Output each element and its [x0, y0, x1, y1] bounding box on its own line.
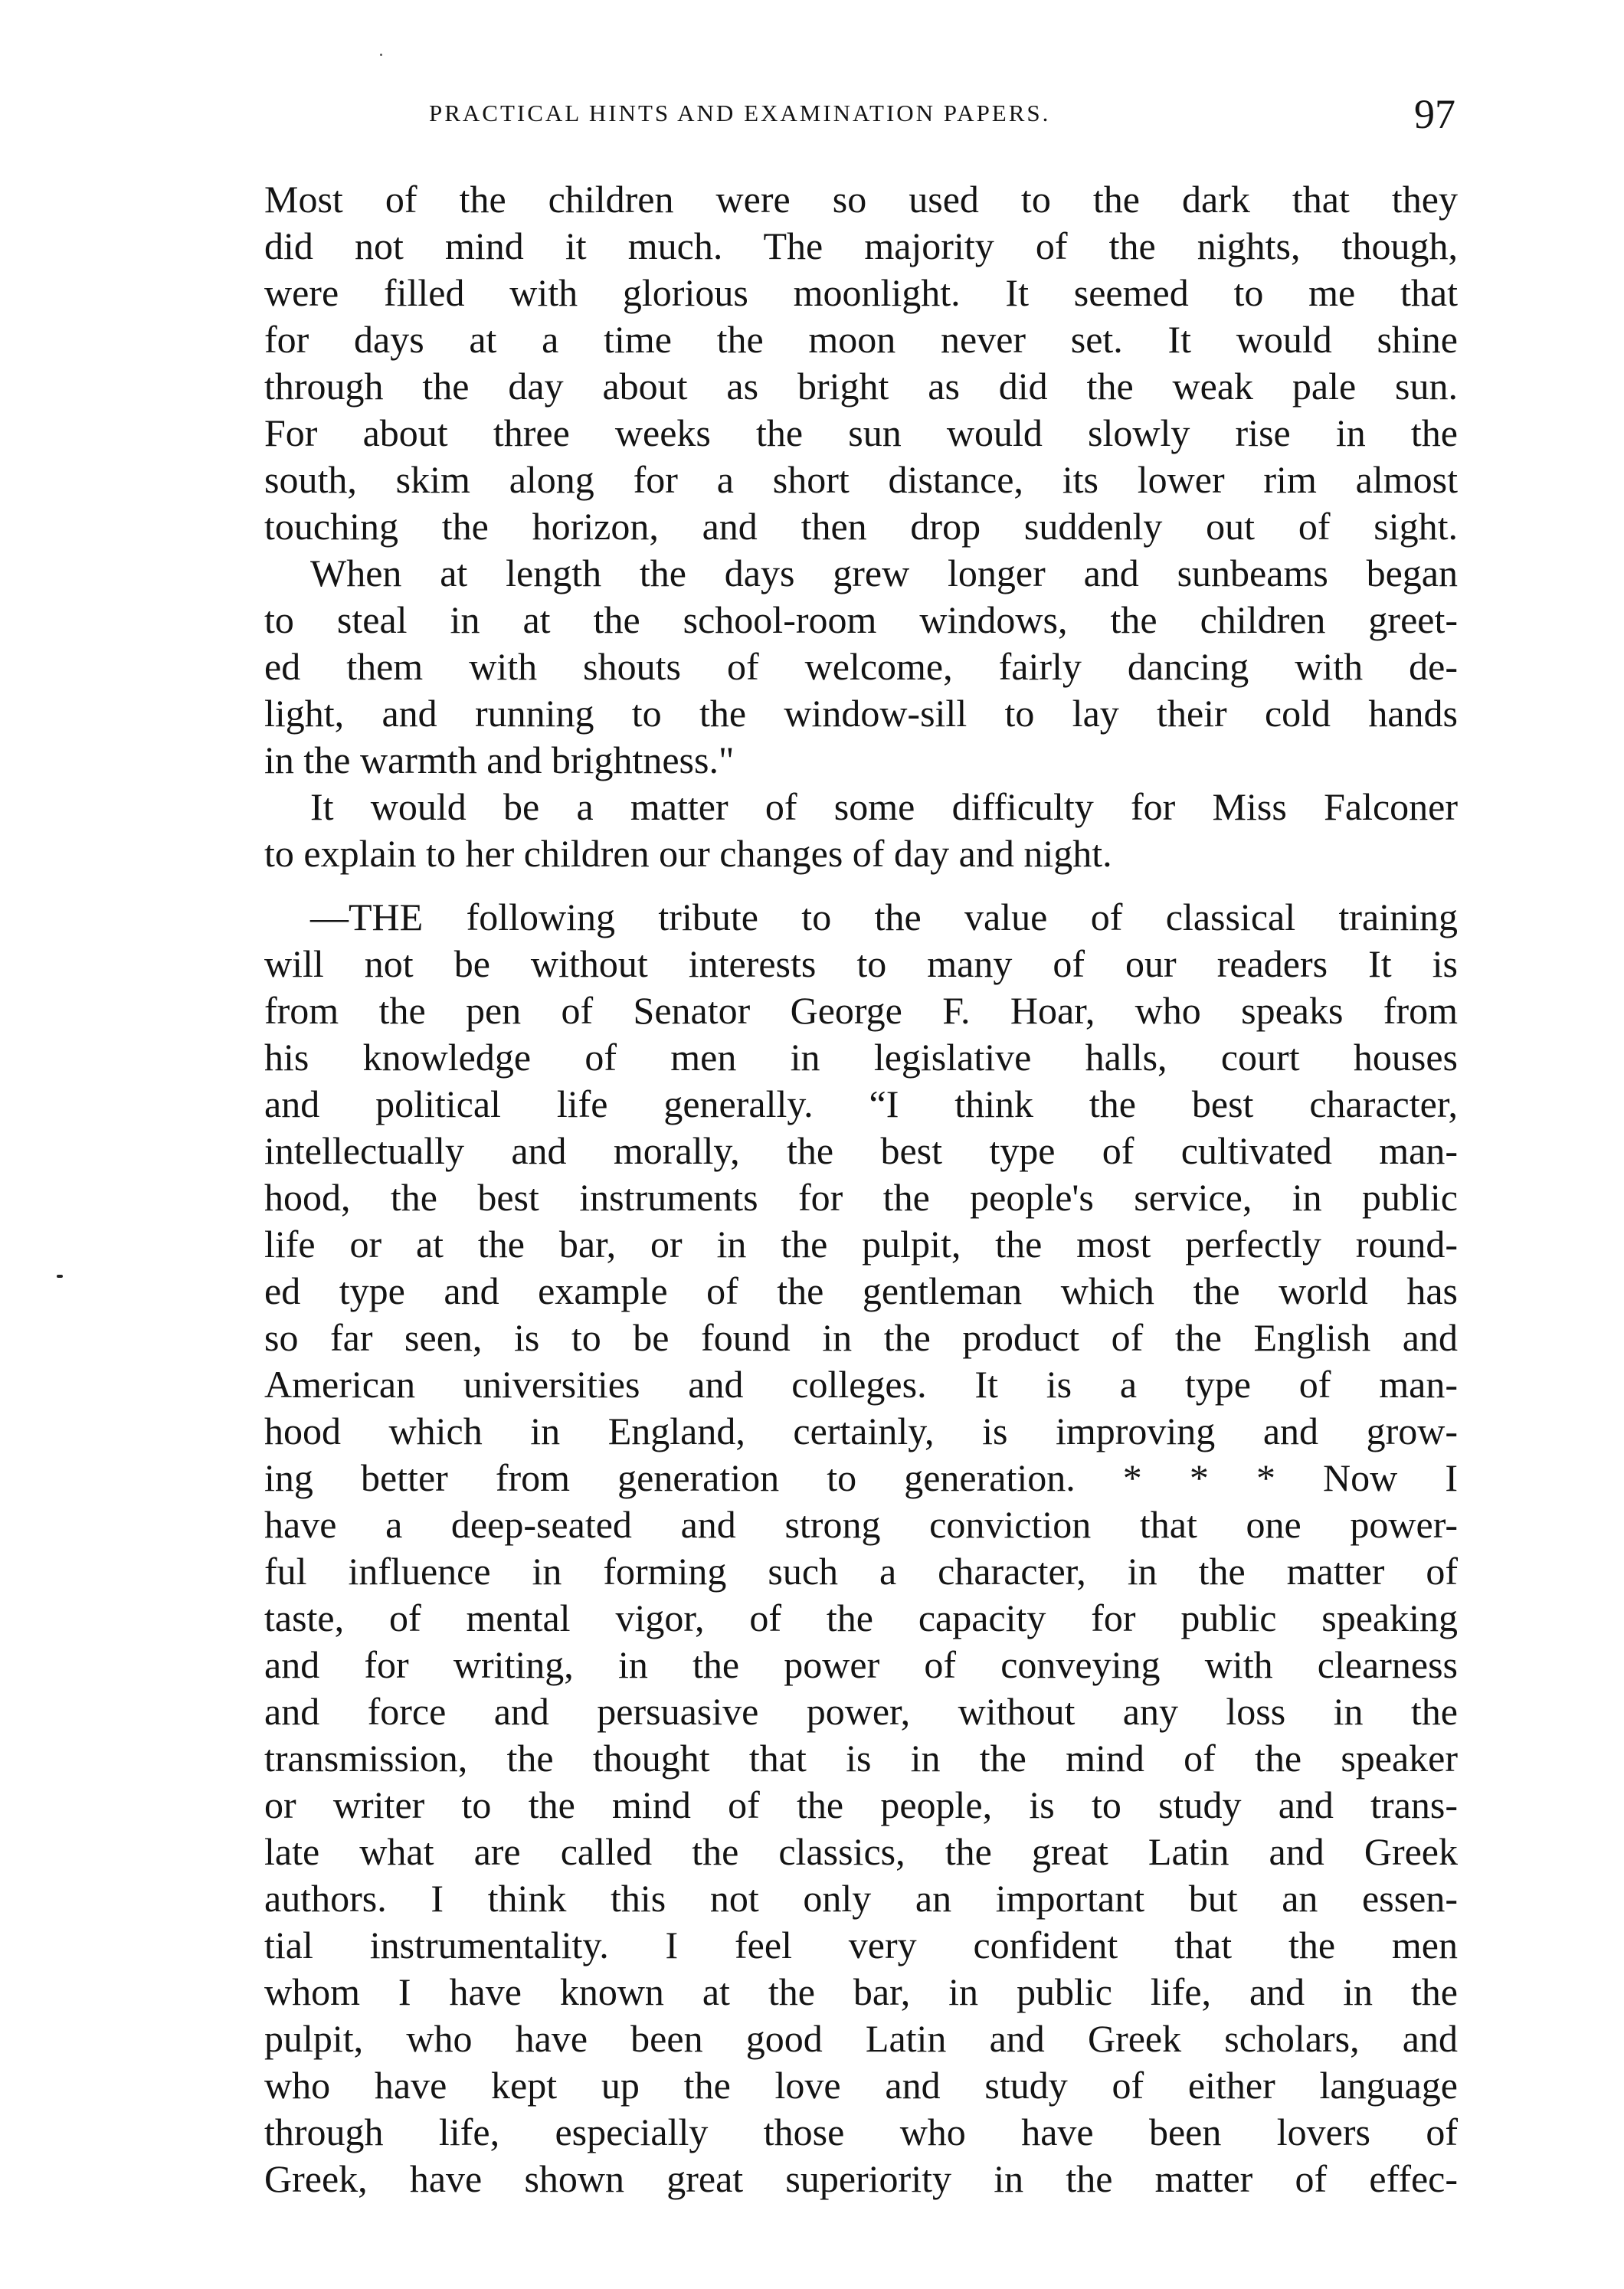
text-line: ed them with shouts of welcome, fairly dancing with de- — [264, 645, 1458, 688]
text-line: will not be without interests to many of our readers It is — [264, 942, 1458, 985]
text-line: tial instrumentality. I feel very confident that the men — [264, 1924, 1458, 1966]
text-line: to steal in at the school-room windows, the children greet- — [264, 598, 1458, 641]
text-line: and for writing, in the power of conveying with clearness — [264, 1643, 1458, 1686]
text-line: were filled with glorious moonlight. It seemed to me that — [264, 271, 1458, 314]
text-line: authors. I think this not only an important but an essen- — [264, 1877, 1458, 1920]
lead-line-text: following tribute to the value of classical training — [423, 896, 1458, 938]
text-line: have a deep-seated and strong conviction that one power- — [264, 1503, 1458, 1546]
running-head — [429, 90, 1455, 144]
text-line: For about three weeks the sun would slowly rise in the — [264, 411, 1458, 454]
text-line: ful influence in forming such a character, in the matter of — [264, 1550, 1458, 1593]
text-line: ing better from generation to generation. * * * Now I — [264, 1456, 1458, 1499]
text-line: did not mind it much. The majority of the nights, though, — [264, 224, 1458, 267]
text-line: Most of the children were so used to the dark that they — [264, 178, 1458, 221]
text-line: for days at a time the moon never set. It would shine — [264, 318, 1458, 361]
text-line: in the warmth and brightness." — [264, 738, 735, 781]
paragraph-4 — [264, 894, 1458, 2202]
page-number: 97 — [1414, 91, 1455, 137]
text-line: through the day about as bright as did the weak pale sun. — [264, 365, 1458, 408]
text-line: south, skim along for a short distance, its lower rim almost — [264, 458, 1458, 501]
text-line: his knowledge of men in legislative halls, court houses — [264, 1036, 1458, 1079]
text-line: taste, of mental vigor, of the capacity for public speaking — [264, 1596, 1458, 1639]
text-line: life or at the bar, or in the pulpit, the most perfectly round- — [264, 1223, 1458, 1266]
paragraph-1 — [264, 176, 1458, 550]
margin-mark — [57, 1275, 63, 1278]
text-line: or writer to the mind of the people, is to study and trans- — [264, 1783, 1458, 1826]
text-line: late what are called the classics, the great Latin and Greek — [264, 1830, 1458, 1873]
text-line: intellectually and morally, the best type of cultivated man- — [264, 1129, 1458, 1172]
text-line: transmission, the thought that is in the mind of the speaker — [264, 1737, 1458, 1780]
paragraph-3 — [264, 784, 1458, 877]
paragraph-gap — [264, 877, 1458, 894]
text-line: Greek, have shown great superiority in the matter of effec- — [264, 2157, 1458, 2200]
text-line: American universities and colleges. It is a type of man- — [264, 1363, 1458, 1406]
lead-in: —THE — [310, 896, 424, 938]
print-speck — [380, 54, 382, 56]
text-line: touching the horizon, and then drop suddenly out of sight. — [264, 505, 1458, 548]
text-line: who have kept up the love and study of either language — [264, 2064, 1458, 2107]
text-line: light, and running to the window-sill to lay their cold hands — [264, 692, 1458, 735]
text-line: to explain to her children our changes of day and night. — [264, 832, 1112, 875]
body-text — [264, 176, 1458, 2202]
running-title: PRACTICAL HINTS AND EXAMINATION PAPERS. — [429, 100, 1051, 126]
text-line: hood which in England, certainly, is improving and grow- — [264, 1410, 1458, 1452]
text-line: through life, especially those who have been lovers of — [264, 2111, 1458, 2153]
text-line: pulpit, who have been good Latin and Greek scholars, and — [264, 2017, 1458, 2060]
paragraph-2 — [264, 550, 1458, 784]
text-line: ed type and example of the gentleman which the world has — [264, 1269, 1458, 1312]
text-line: from the pen of Senator George F. Hoar, who speaks from — [264, 989, 1458, 1032]
text-line: and force and persuasive power, without any loss in the — [264, 1690, 1458, 1733]
text-line: and political life generally. “I think the best character, — [264, 1082, 1458, 1125]
text-line: hood, the best instruments for the people's service, in public — [264, 1176, 1458, 1219]
text-line: When at length the days grew longer and sunbeams began — [310, 552, 1458, 594]
text-line: whom I have known at the bar, in public life, and in the — [264, 1970, 1458, 2013]
text-line: It would be a matter of some difficulty for Miss Falconer — [310, 785, 1458, 828]
text-line: so far seen, is to be found in the product of the English and — [264, 1316, 1458, 1359]
text-line — [264, 894, 1458, 941]
